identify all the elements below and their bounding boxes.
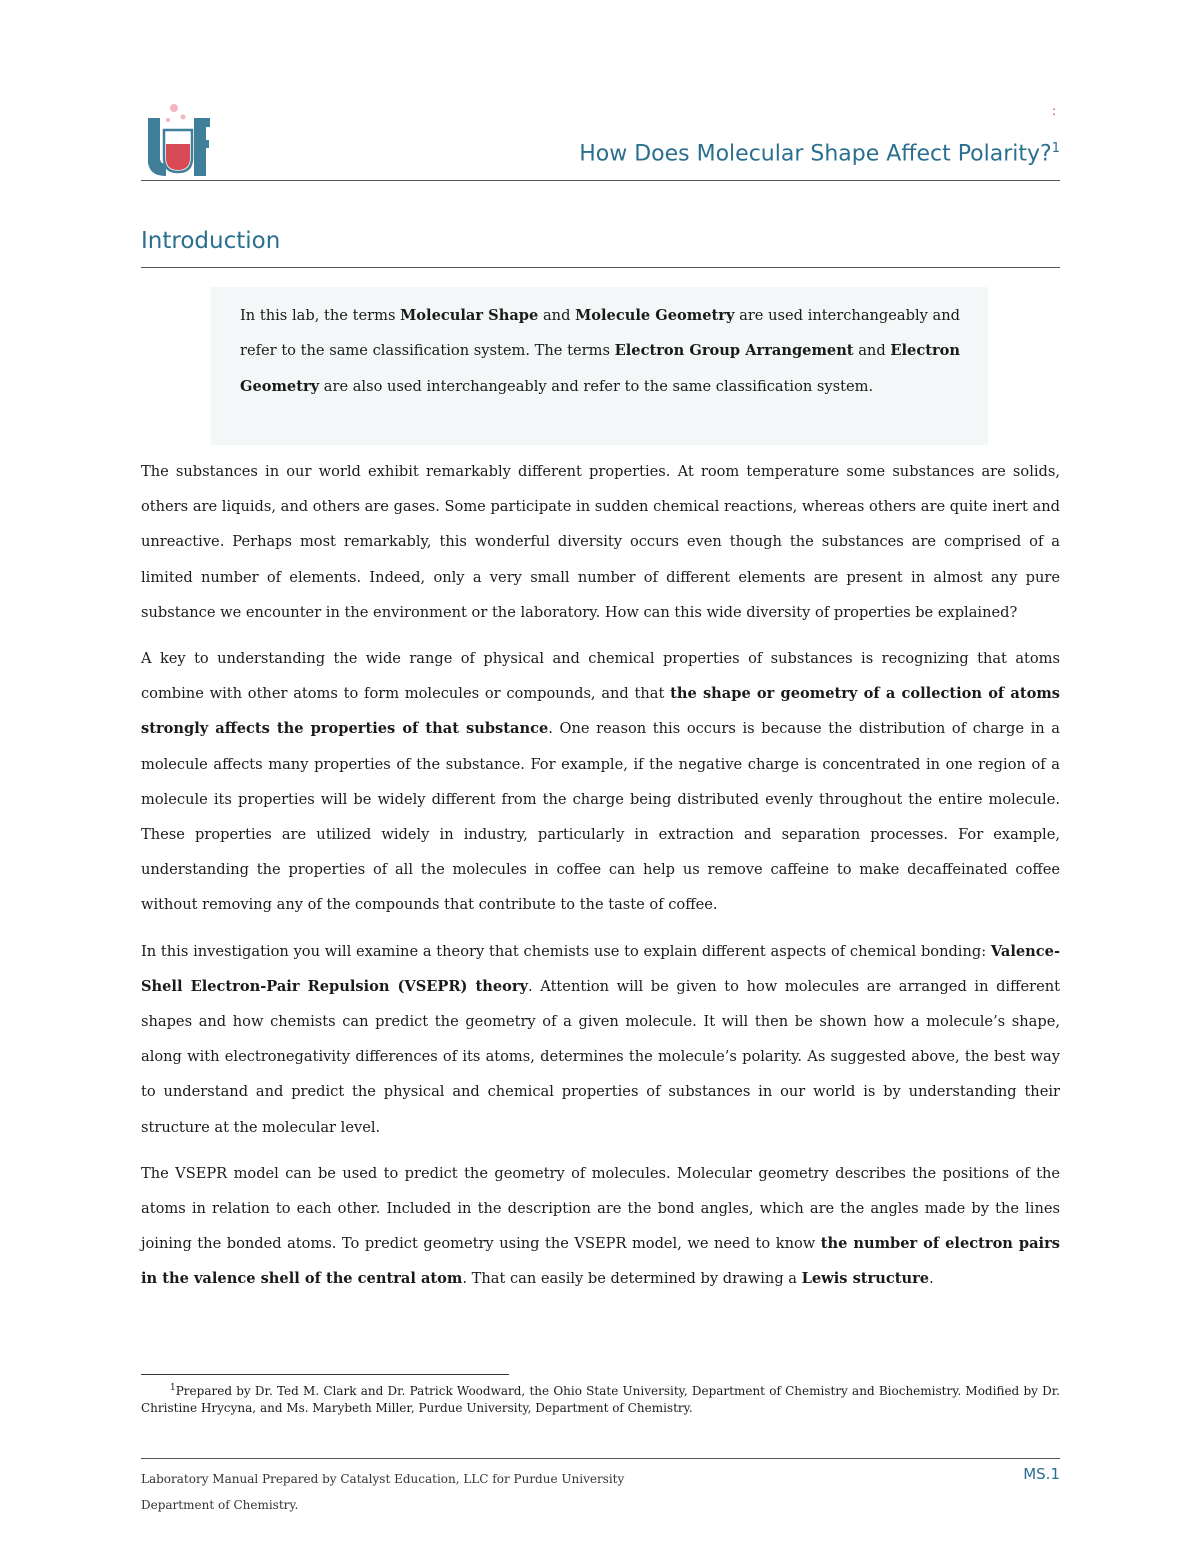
flask-logo-icon <box>146 100 210 178</box>
section-heading: Introduction <box>141 228 281 254</box>
footnote-text: Prepared by Dr. Ted M. Clark and Dr. Patrick Woodward, the Ohio State University, Department of Chemistry and Biochemistry. Modified by Dr. Christine Hrycyna, and Ms. Marybeth Miller, Purdue University, Department of Chemistry. <box>141 1384 1060 1415</box>
corner-mark: : <box>1052 104 1057 118</box>
body-text <box>141 454 1060 1308</box>
note-term-electron-group-arrangement: Electron Group Arrangement <box>614 342 854 360</box>
paragraph-4-emphasis-1: the number of electron pairs in the valence shell of the central atom <box>141 1235 1060 1288</box>
footnote <box>141 1380 1060 1417</box>
paragraph-1: The substances in our world exhibit remarkably different properties. At room temperature some substances are solids, others are liquids, and others are gases. Some participate in sudden chemical reactions, whereas others are quite inert and unreactive. Perhaps most remarkably, this wonderful diversity occurs even though the substances are comprised of a limited number of elements. Indeed, only a very small number of different elements are present in almost any pure substance we encounter in the environment or the laboratory. How can this wide diversity of properties be explained? <box>141 463 1060 621</box>
paragraph-3 <box>141 934 1060 1145</box>
paragraph-4 <box>141 1156 1060 1297</box>
title-footnote-ref: 1 <box>1051 141 1060 156</box>
note-term-molecule-geometry: Molecule Geometry <box>575 307 735 324</box>
note-text-1: In this lab, the terms <box>240 307 401 324</box>
note-text-2: and <box>538 307 576 324</box>
paragraph-4-text-2: . That can easily be determined by drawing a <box>462 1270 802 1288</box>
page-title <box>579 141 1060 166</box>
footer-credit-line-1: Laboratory Manual Prepared by Catalyst Education, LLC for Purdue University <box>141 1472 625 1486</box>
paragraph-3-text-1: In this investigation you will examine a theory that chemists use to explain different aspects of chemical bonding: <box>141 942 991 960</box>
paragraph-2-emphasis: the shape or geometry of a collection of atoms strongly affects the properties of that substance <box>141 685 1060 738</box>
note-term-molecular-shape: Molecular Shape <box>400 307 539 324</box>
footnote-rule <box>141 1374 509 1375</box>
paragraph-4-text-3: . <box>929 1270 934 1288</box>
page-number: MS.1 <box>1023 1465 1060 1483</box>
footer-credit-line-2: Department of Chemistry. <box>141 1498 299 1512</box>
note-text-4: and <box>853 342 891 360</box>
section-rule <box>141 267 1060 268</box>
page-title-text: How Does Molecular Shape Affect Polarity? <box>579 141 1052 167</box>
note-text-5: are also used interchangeably and refer to the same classification system. <box>319 377 874 395</box>
footer-credit <box>141 1466 624 1518</box>
footer-rule <box>141 1458 1060 1459</box>
note-text-3: are used interchangeably and refer to the same classification system. The terms <box>240 307 960 360</box>
note-term-electron-geometry: Electron Geometry <box>240 342 960 395</box>
paragraph-3-text-2: . Attention will be given to how molecules are arranged in different shapes and how chemists can predict the geometry of a given molecule. It will then be shown how a molecule’s shape, along with electronegativity differences of its atoms, determines the molecule’s polarity. As suggested above, the best way to understand and predict the physical and chemical properties of substances in our world is by understanding their structure at the molecular level. <box>141 977 1060 1136</box>
paragraph-2-text-1: A key to understanding the wide range of physical and chemical properties of substances is recognizing that atoms combine with other atoms to form molecules or compounds, and that <box>141 650 1060 703</box>
paragraph-4-text-1: The VSEPR model can be used to predict the geometry of molecules. Molecular geometry describes the positions of the atoms in relation to each other. Included in the description are the bond angles, which are the angles made by the lines joining the bonded atoms. To predict geometry using the VSEPR model, we need to know <box>141 1164 1060 1253</box>
header-rule <box>141 180 1060 181</box>
paragraph-4-emphasis-2: Lewis structure <box>801 1270 930 1288</box>
note-text <box>240 298 960 404</box>
paragraph-2-text-2: . One reason this occurs is because the distribution of charge in a molecule affects many properties of the substance. For example, if the negative charge is concentrated in one region of a molecule its properties will be widely different from the charge being distributed evenly throughout the entire molecule. These properties are utilized widely in industry, particularly in extraction and separation processes. For example, understanding the properties of all the molecules in coffee can help us remove caffeine to make decaffeinated coffee without removing any of the compounds that contribute to the taste of coffee. <box>141 720 1061 914</box>
footnote-marker: 1 <box>170 1383 176 1393</box>
paragraph-3-emphasis: Valence-Shell Electron-Pair Repulsion (VSEPR) theory <box>141 942 1060 995</box>
paragraph-2 <box>141 641 1060 923</box>
